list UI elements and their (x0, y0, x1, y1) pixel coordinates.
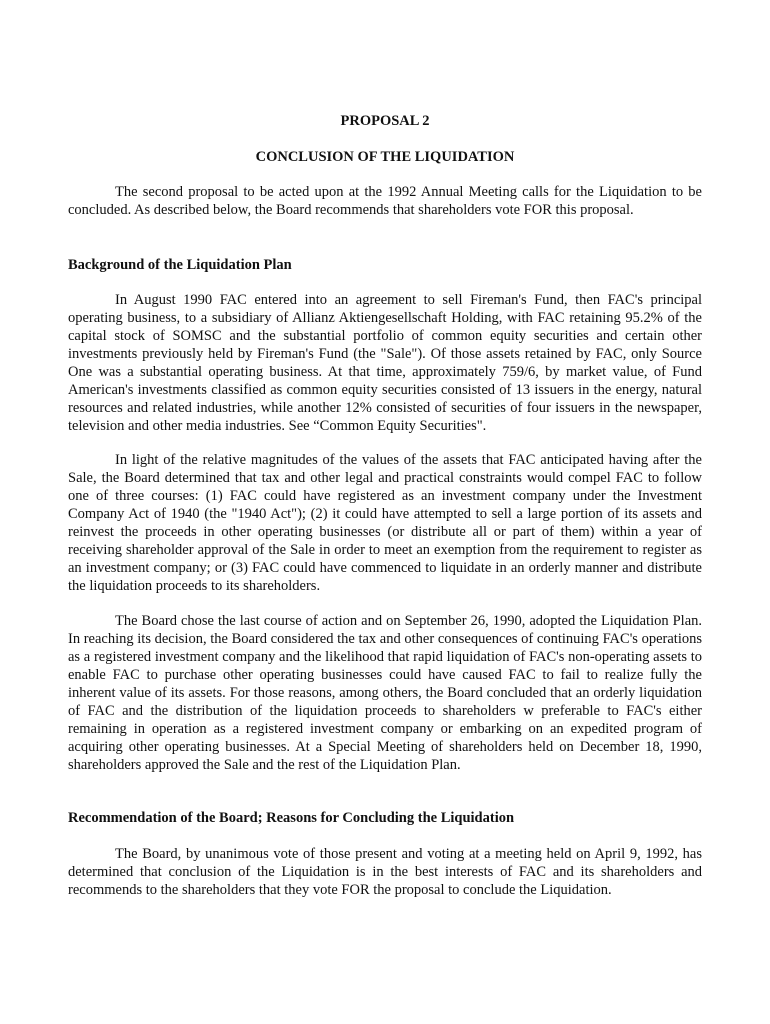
proposal-label: PROPOSAL 2 (340, 113, 430, 129)
section-heading-recommendation: Recommendation of the Board; Reasons for Concluding the Liquidation (68, 810, 515, 826)
background-paragraph-1: In August 1990 FAC entered into an agreement to sell Fireman's Fund, then FAC's principal operating business, to a subsidiary of Allianz Aktiengesellschaft Holding, with FAC retaining 95.2% of the capital stock of SOMSC and the substantial portfolio of common equity securities and certain other investments previously held by Fireman's Fund (the "Sale"). Of those assets retained by FAC, only Source One was a substantial operating business. At that time, approximately 759/6, by market value, of Fund American's investments classified as common equity securities consisted of 13 issuers in the energy, natural resources and related industries, while another 12% consisted of securities of four issuers in the newspaper, television and other media industries. See “Common Equity Securities". (68, 292, 702, 434)
proposal-title: CONCLUSION OF THE LIQUIDATION (255, 149, 515, 165)
background-paragraph-2: In light of the relative magnitudes of the values of the assets that FAC anticipated having after the Sale, the Board determined that tax and other legal and practical constraints would compel FAC to follow one of three courses: (1) FAC could have registered as an investment company under the Investment Company Act of 1940 (the "1940 Act"); (2) it could have attempted to sell a large portion of its assets and reinvest the proceeds in other operating businesses (or distribute all or part of them) within a year of receiving shareholder approval of the Sale in order to meet an exemption from the requirement to register as an investment company; or (3) FAC could have commenced to liquidate in an orderly manner and distribute the liquidation proceeds to its shareholders. (68, 452, 702, 594)
background-paragraph-3: The Board chose the last course of action and on September 26, 1990, adopted the Liquidation Plan. In reaching its decision, the Board considered the tax and other consequences of continuing FAC's operations as a registered investment company and the likelihood that rapid liquidation of FAC's non-operating assets to enable FAC to purchase other operating businesses could have caused FAC to fail to realize fully the inherent value of its assets. For those reasons, among others, the Board concluded that an orderly liquidation of FAC and the distribution of the liquidation proceeds to shareholders w preferable to FAC's either remaining in operation as a registered investment company or embarking on an expedited program of acquiring other operating businesses. At a Special Meeting of shareholders held on December 18, 1990, shareholders approved the Sale and the rest of the Liquidation Plan. (68, 613, 702, 773)
intro-paragraph: The second proposal to be acted upon at the 1992 Annual Meeting calls for the Liquidation to be concluded. As described below, the Board recommends that shareholders vote FOR this proposal. (68, 184, 702, 218)
recommendation-paragraph: The Board, by unanimous vote of those present and voting at a meeting held on April 9, 1992, has determined that conclusion of the Liquidation is in the best interests of FAC and its shareholders and recommends to the shareholders that they vote FOR the proposal to conclude the Liquidation. (68, 846, 702, 898)
section-heading-background: Background of the Liquidation Plan (68, 257, 292, 273)
